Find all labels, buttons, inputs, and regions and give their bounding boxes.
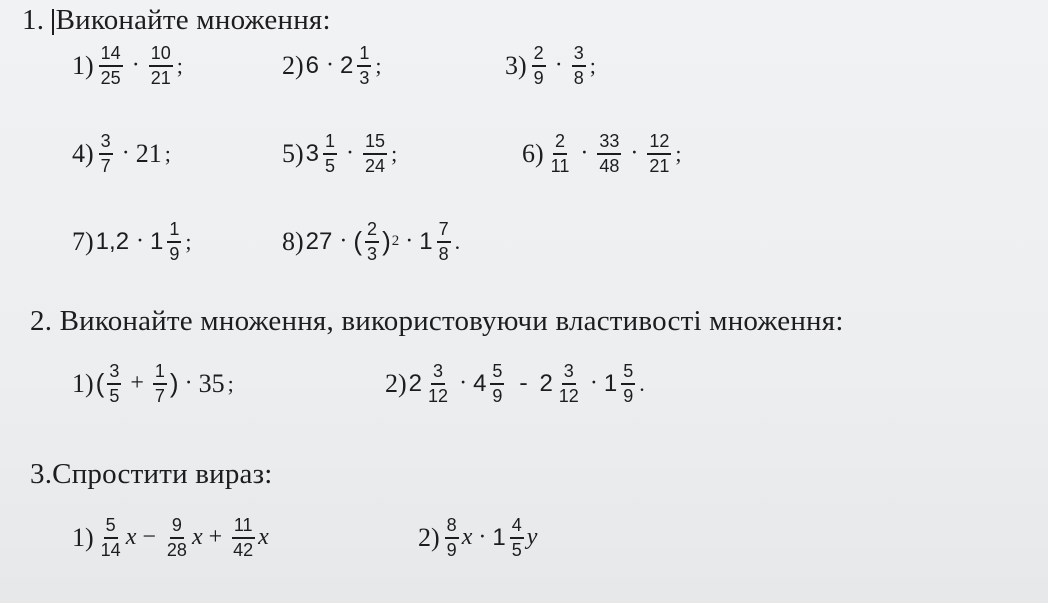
numerator: 4 (510, 516, 524, 539)
punctuation: . (639, 370, 645, 396)
fraction (357, 44, 371, 88)
numerator: 2 (532, 44, 546, 67)
denominator: 8 (438, 243, 449, 264)
multiply-sign: · (630, 140, 639, 167)
fraction (437, 220, 451, 264)
denominator: 12 (558, 385, 579, 406)
numerator: 1 (153, 362, 167, 385)
s2-exercise-1 (72, 362, 234, 406)
denominator: 25 (100, 67, 121, 88)
integer: 35 (198, 368, 225, 398)
numerator: 2 (365, 220, 379, 243)
s1-row-1b (282, 44, 382, 88)
section-1-title: Виконайте множення: (55, 4, 331, 36)
numerator: 3 (431, 362, 445, 385)
fraction (647, 132, 671, 176)
section-2-title: Виконайте множення, використовуючи властивості множення: (59, 305, 844, 337)
denominator: 3 (367, 243, 378, 264)
denominator: 7 (100, 155, 111, 176)
numerator: 1 (357, 44, 371, 67)
s1-row-1c (505, 44, 596, 88)
multiply-sign: · (121, 140, 130, 167)
numerator: 10 (149, 44, 173, 67)
denominator: 24 (365, 155, 386, 176)
s1-exercise-1 (72, 44, 183, 88)
numerator: 2 (553, 132, 567, 155)
punctuation: ; (675, 140, 682, 166)
multiply-sign: · (589, 370, 598, 397)
denominator: 3 (359, 67, 370, 88)
numerator: 5 (490, 362, 504, 385)
mixed-whole: 1 (492, 523, 506, 551)
mixed-whole: 2 (539, 369, 553, 397)
multiply-sign: · (136, 228, 145, 255)
fraction (167, 220, 181, 264)
multiply-sign: · (478, 524, 487, 551)
section-3-title: Спростити вираз: (52, 458, 273, 490)
s2-exercise-2 (385, 362, 645, 406)
numerator: 5 (104, 516, 118, 539)
s1-row-3b (282, 220, 460, 264)
fraction (490, 362, 504, 406)
section-2-number: 2. (30, 305, 53, 337)
minus-sign: − (142, 524, 156, 551)
section-3-number: 3. (30, 458, 53, 490)
mixed-whole: 2 (340, 51, 354, 79)
section-2-heading (30, 305, 844, 338)
multiply-sign: · (405, 228, 414, 255)
mixed-whole: 3 (305, 139, 320, 167)
fraction (99, 44, 123, 88)
multiply-sign: · (131, 52, 140, 79)
numerator: 1 (167, 220, 181, 243)
numerator: 3 (562, 362, 576, 385)
denominator: 8 (573, 67, 584, 88)
fraction (99, 132, 113, 176)
exercise-label: 2) (282, 50, 304, 80)
exercise-label: 2) (385, 368, 407, 398)
denominator: 5 (109, 385, 120, 406)
exercise-label: 1) (72, 522, 94, 552)
denominator: 21 (649, 155, 670, 176)
denominator: 9 (446, 539, 457, 560)
text-cursor (52, 9, 54, 35)
denominator: 9 (169, 243, 180, 264)
denominator: 9 (533, 67, 544, 88)
exercise-label: 8) (282, 226, 304, 256)
exercise-label: 5) (282, 138, 304, 168)
multiply-sign: · (346, 140, 355, 167)
punctuation: ; (164, 140, 171, 166)
fraction (363, 132, 387, 176)
multiply-sign: · (554, 52, 563, 79)
punctuation: . (454, 228, 461, 254)
s1-row-2 (72, 132, 171, 176)
denominator: 42 (233, 539, 254, 560)
numerator: 3 (99, 132, 113, 155)
multiply-sign: · (580, 140, 589, 167)
denominator: 9 (492, 385, 503, 406)
s1-row-3 (72, 220, 192, 264)
right-paren: ) (382, 226, 391, 257)
numerator: 33 (597, 132, 621, 155)
section-1-number: 1. (22, 4, 45, 36)
punctuation: ; (185, 228, 192, 254)
numerator: 15 (363, 132, 387, 155)
multiply-sign: · (459, 370, 468, 397)
plus-sign: + (208, 524, 223, 551)
exponent: 2 (391, 233, 400, 250)
plus-sign: + (130, 370, 144, 397)
fraction (231, 516, 255, 560)
exercise-label: 6) (522, 138, 544, 168)
fraction (99, 516, 123, 560)
numerator: 14 (99, 44, 123, 67)
fraction (365, 220, 379, 264)
fraction (597, 132, 621, 176)
numerator: 5 (621, 362, 635, 385)
section-1-heading (22, 4, 331, 37)
s1-row-2b (282, 132, 397, 176)
integer: 6 (305, 51, 320, 79)
fraction (149, 44, 173, 88)
left-paren: ( (353, 226, 363, 257)
denominator: 14 (100, 539, 121, 560)
fraction (445, 516, 459, 560)
numerator: 9 (170, 516, 184, 539)
fraction (107, 362, 121, 406)
variable-x: x (461, 524, 473, 551)
left-paren: ( (95, 368, 105, 399)
s1-row-1 (72, 44, 183, 88)
exercise-label: 7) (72, 226, 94, 256)
denominator: 11 (550, 155, 570, 176)
denominator: 21 (150, 67, 171, 88)
denominator: 48 (599, 155, 620, 176)
variable-y: y (526, 524, 538, 551)
multiply-sign: · (184, 370, 193, 397)
s3-row-1 (72, 516, 269, 560)
s1-exercise-5 (282, 132, 397, 176)
s1-exercise-2 (282, 44, 382, 88)
numerator: 11 (232, 516, 255, 539)
right-paren: ) (169, 368, 179, 399)
fraction (621, 362, 635, 406)
section-3-heading (30, 458, 273, 491)
numerator: 3 (572, 44, 586, 67)
s3-exercise-2 (418, 516, 537, 560)
punctuation: ; (227, 370, 234, 396)
mixed-whole: 1 (603, 369, 618, 397)
fraction (165, 516, 189, 560)
denominator: 5 (511, 539, 522, 560)
denominator: 7 (154, 385, 165, 406)
exercise-label: 4) (72, 138, 94, 168)
integer: 21 (135, 138, 162, 168)
s3-exercise-1 (72, 516, 269, 560)
s1-exercise-3 (505, 44, 596, 88)
punctuation: ; (375, 52, 382, 78)
fraction (572, 44, 586, 88)
multiply-sign: · (339, 228, 348, 255)
s2-row-1 (72, 362, 234, 406)
fraction (323, 132, 337, 176)
decimal-number: 1,2 (95, 227, 130, 255)
variable-x: x (125, 524, 137, 551)
exercise-label: 1) (72, 50, 94, 80)
s2-row-1b (385, 362, 645, 406)
s1-exercise-8 (282, 220, 460, 264)
denominator: 12 (428, 385, 449, 406)
variable-x: x (191, 524, 203, 551)
s1-exercise-7 (72, 220, 192, 264)
numerator: 7 (437, 220, 451, 243)
s3-row-1b (418, 516, 537, 560)
numerator: 3 (107, 362, 121, 385)
punctuation: ; (176, 52, 183, 78)
s1-exercise-6 (522, 132, 682, 176)
denominator: 5 (325, 155, 336, 176)
mixed-whole: 4 (473, 369, 487, 397)
exercise-label: 1) (72, 368, 94, 398)
denominator: 28 (166, 539, 187, 560)
fraction (426, 362, 450, 406)
integer: 27 (305, 227, 333, 255)
punctuation: ; (391, 140, 398, 166)
punctuation: ; (589, 52, 596, 78)
exercise-label: 2) (418, 522, 440, 552)
minus-sign: - (519, 370, 528, 397)
fraction (510, 516, 524, 560)
mixed-whole: 1 (419, 227, 433, 255)
numerator: 12 (647, 132, 671, 155)
multiply-sign: · (326, 52, 335, 79)
exercise-label: 3) (505, 50, 527, 80)
denominator: 9 (623, 385, 634, 406)
numerator: 8 (445, 516, 459, 539)
s1-exercise-4 (72, 132, 171, 176)
fraction (153, 362, 167, 406)
variable-x: x (258, 524, 269, 551)
s1-row-2c (522, 132, 682, 176)
fraction (532, 44, 546, 88)
numerator: 1 (323, 132, 337, 155)
fraction (557, 362, 581, 406)
mixed-whole: 1 (150, 227, 164, 255)
fraction (549, 132, 572, 176)
mixed-whole: 2 (408, 369, 423, 397)
